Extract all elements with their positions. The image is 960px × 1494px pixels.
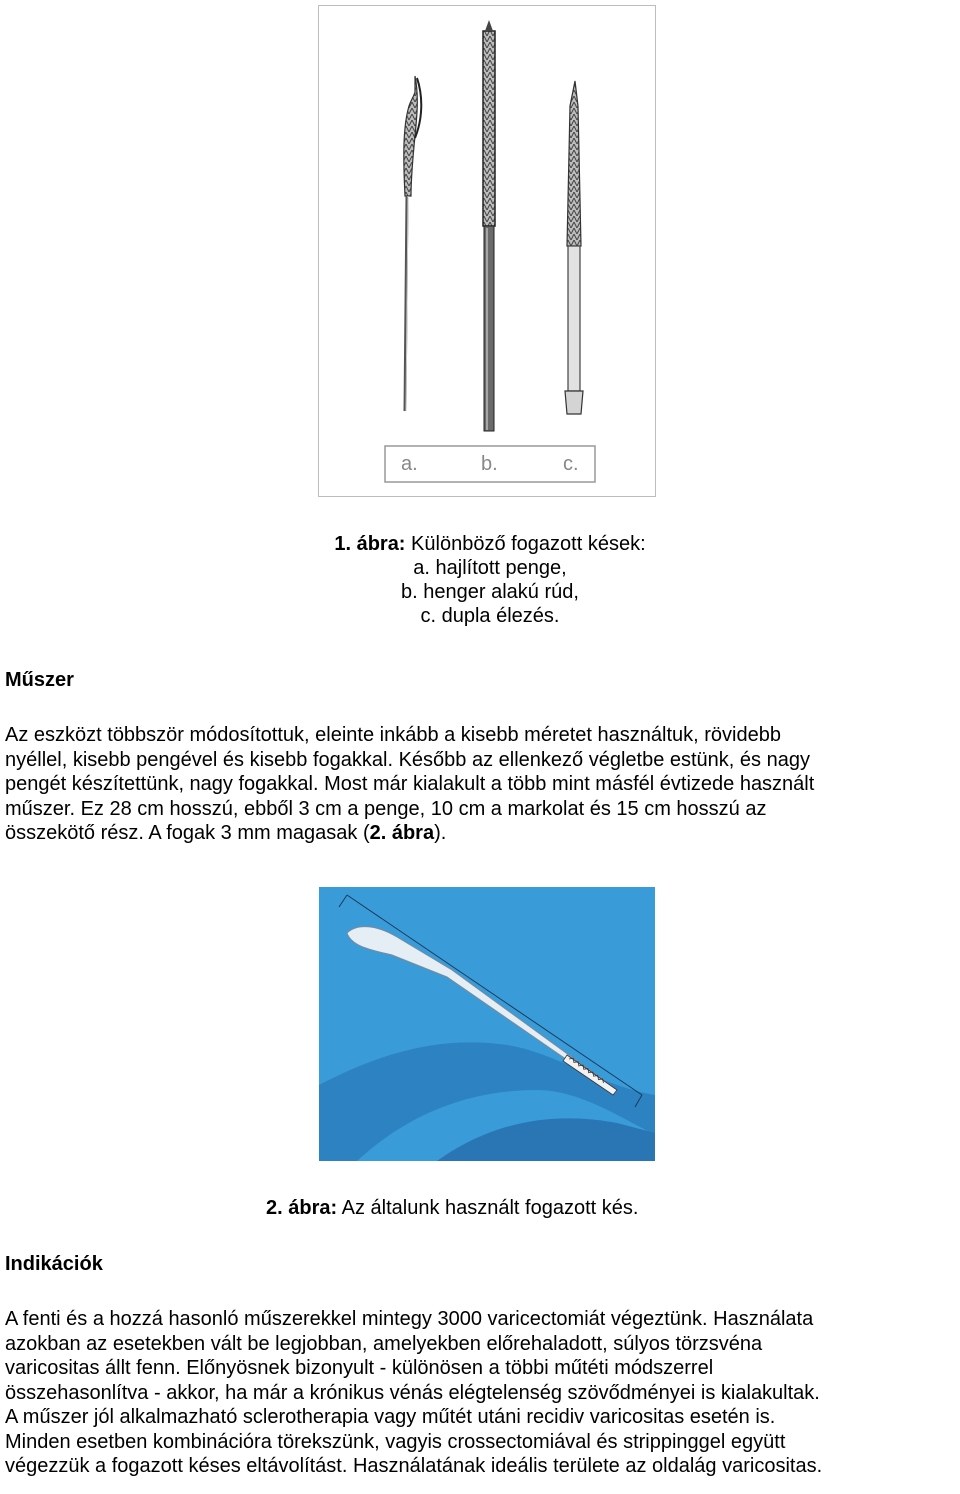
label-b: b. bbox=[481, 453, 498, 475]
paragraph-line: A műszer jól alkalmazható sclerotherapia vagy műtét utáni recidiv varicositas esetén is. bbox=[5, 1406, 776, 1428]
knife-b-cylindrical-rod bbox=[483, 20, 495, 431]
figure-2-caption-label: 2. ábra: bbox=[266, 1197, 338, 1219]
paragraph-line: A fenti és a hozzá hasonló műszerekkel mintegy 3000 varicectomiát végeztünk. Használata bbox=[5, 1308, 814, 1330]
knife-on-leg-illustration bbox=[317, 885, 657, 1163]
paragraph-line: varicositas állt fenn. Előnyösnek bizonyult - különösen a többi műtéti módszerrel bbox=[5, 1357, 714, 1379]
section-heading-indikaciok: Indikációk bbox=[5, 1253, 103, 1275]
paragraph-line: összehasonlítva - akkor, ha már a krónikus vénás elégtelenség szövődményei is kialakultak. bbox=[5, 1381, 820, 1404]
knife-c-double-edge bbox=[565, 81, 583, 414]
paragraph-line: Az eszközt többször módosítottuk, eleinte inkább a kisebb méretet használtuk, rövidebb bbox=[5, 724, 781, 746]
figure-2-caption-title: Az általunk használt fogazott kés. bbox=[341, 1197, 639, 1219]
figure-1-caption-title: Különböző fogazott kések: bbox=[411, 533, 646, 555]
figure-1-caption bbox=[300, 532, 680, 628]
figure-2-reference: 2. ábra bbox=[369, 822, 435, 844]
paragraph-line: nyéllel, kisebb pengével és kisebb fogakkal. Később az ellenkező végletbe estünk, és nagy bbox=[5, 748, 810, 771]
paragraph-line: végezzük a fogazott késes eltávolítást. Használatának ideális területe az oldalág varicositas. bbox=[5, 1455, 823, 1477]
figure-1-caption-item-b: b. henger alakú rúd, bbox=[401, 581, 579, 603]
paragraph-line: műszer. Ez 28 cm hosszú, ebből 3 cm a penge, 10 cm a markolat és 15 cm hosszú az bbox=[5, 797, 767, 820]
label-c: c. bbox=[563, 453, 579, 475]
figure-1-caption-label: 1. ábra: bbox=[334, 533, 406, 555]
figure-1-image bbox=[318, 5, 656, 497]
label-a: a. bbox=[401, 453, 418, 475]
section-heading-muszer: Műszer bbox=[5, 669, 74, 691]
figure-1-caption-item-c: c. dupla élezés. bbox=[420, 605, 560, 627]
section-2-paragraph bbox=[5, 1307, 957, 1479]
paragraph-line: pengét készítettünk, nagy fogakkal. Most már kialakult a több mint másfél évtizede használt bbox=[5, 773, 815, 795]
figure-2-caption bbox=[266, 1196, 638, 1220]
section-1-paragraph bbox=[5, 723, 957, 846]
serrated-knives-illustration bbox=[319, 6, 655, 496]
paragraph-line: azokban az esetekben vált be legjobban, amelyekben előrehaladott, súlyos törzsvéna bbox=[5, 1332, 763, 1355]
figure-2-image bbox=[317, 885, 657, 1163]
paragraph-line: Minden esetben kombinációra törekszünk, vagyis crossectomiával és strippinggel együtt bbox=[5, 1430, 786, 1453]
figure-1-caption-item-a: a. hajlított penge, bbox=[413, 557, 567, 579]
paragraph-line-last: összekötő rész. A fogak 3 mm magasak (2. ábra). bbox=[5, 822, 447, 844]
knife-a-curved-blade bbox=[404, 76, 421, 411]
